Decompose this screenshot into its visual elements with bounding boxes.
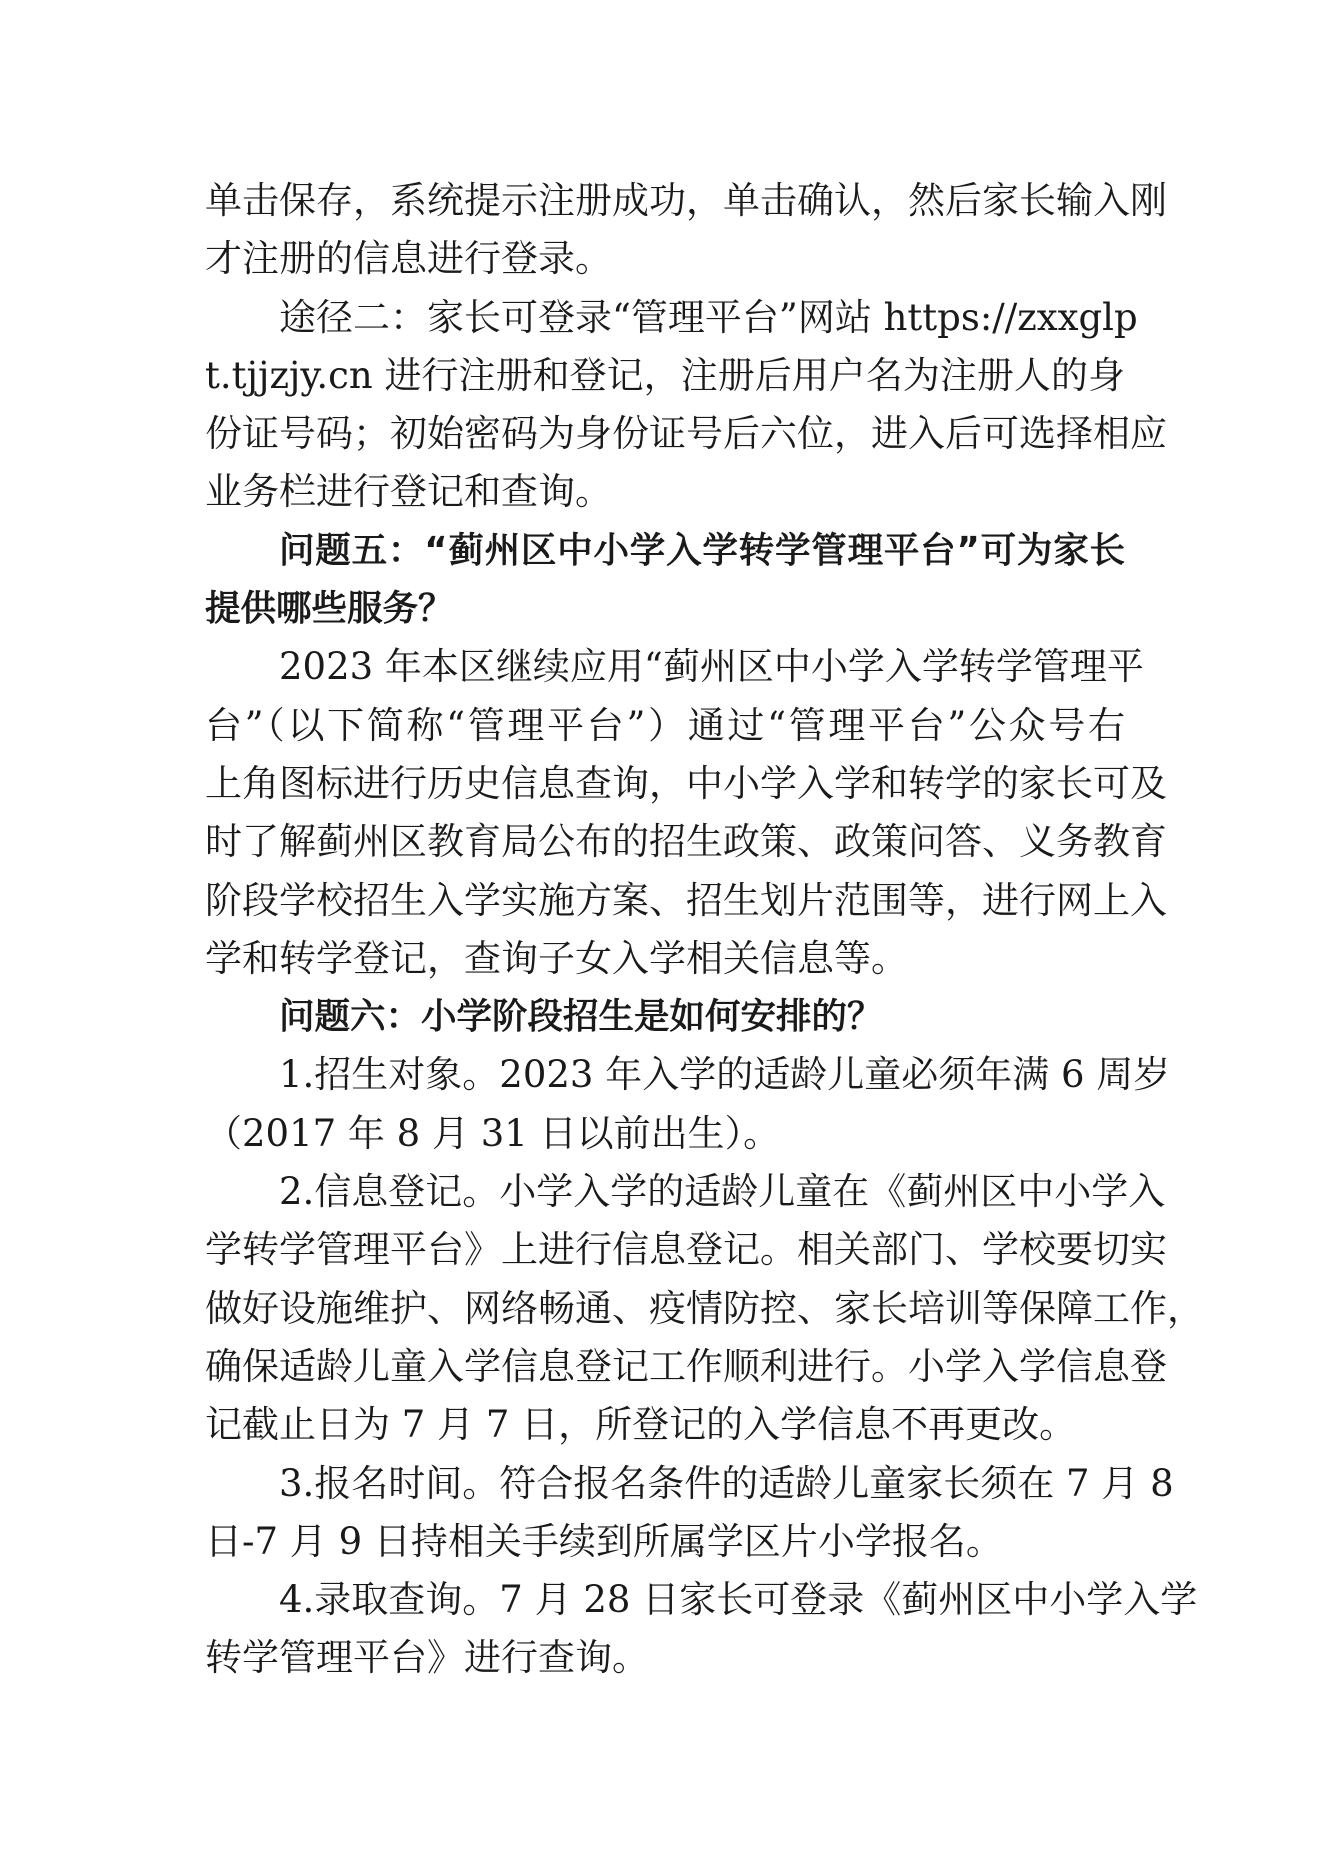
- paragraph-enrollment-target: [205, 1046, 1171, 1163]
- heading-line: 提供哪些服务？: [205, 588, 454, 630]
- text-line: 1.招生对象。2023 年入学的适龄儿童必须年满 6 周岁: [279, 1053, 1171, 1097]
- text-line: 学转学管理平台》上进行信息登记。相关部门、学校要切实: [205, 1228, 1167, 1272]
- text-line: 4.录取查询。7 月 28 日家长可登录《蓟州区中小学入学: [279, 1578, 1198, 1622]
- text-line: 业务栏进行登记和查询。: [205, 470, 612, 514]
- text-line: 上角图标进行历史信息查询，中小学入学和转学的家长可及: [205, 761, 1167, 805]
- text-line: 确保适龄儿童入学信息登记工作顺利进行。小学入学信息登: [205, 1344, 1167, 1388]
- text-line: 做好设施维护、网络畅通、疫情防控、家长培训等保障工作，: [205, 1286, 1204, 1330]
- text-line: 份证号码；初始密码为身份证号后六位，进入后可选择相应: [205, 412, 1167, 456]
- heading-question-five: [205, 522, 1125, 639]
- paragraph-registration-continued: [205, 172, 1167, 289]
- text-line: 日-7 月 9 日持相关手续到所属学区片小学报名。: [205, 1519, 1003, 1563]
- text-line: 单击保存，系统提示注册成功，单击确认，然后家长输入刚: [205, 179, 1167, 222]
- text-line: 转学管理平台》进行查询。: [205, 1636, 649, 1680]
- paragraph-route-two: [205, 289, 1167, 522]
- heading-line: 问题五：“蓟州区中小学入学转学管理平台”可为家长: [279, 529, 1125, 571]
- paragraph-registration-time: [205, 1455, 1174, 1572]
- text-line: 途径二：家长可登录“管理平台”网站 https://zxxglp: [279, 295, 1138, 339]
- text-line: t.tjjzjy.cn 进行注册和登记，注册后用户名为注册人的身: [205, 353, 1125, 397]
- text-line: 学和转学登记，查询子女入学相关信息等。: [205, 936, 908, 980]
- text-line: 2023 年本区继续应用“蓟州区中小学入学转学管理平: [279, 645, 1144, 689]
- heading-line: 问题六：小学阶段招生是如何安排的？: [279, 996, 883, 1038]
- text-line: 才注册的信息进行登录。: [205, 237, 612, 281]
- text-line: 2.信息登记。小学入学的适龄儿童在《蓟州区中小学入: [279, 1170, 1166, 1214]
- heading-question-six: [205, 988, 1125, 1046]
- text-line: 阶段学校招生入学实施方案、招生划片范围等，进行网上入: [205, 878, 1167, 922]
- document-page: [205, 172, 1204, 1688]
- paragraph-admission-query: [205, 1571, 1198, 1688]
- text-line: （2017 年 8 月 31 日以前出生）。: [205, 1111, 781, 1155]
- text-line: 台”（以下简称“管理平台”）通过“管理平台”公众号右: [205, 703, 1125, 747]
- paragraph-platform-services: [205, 638, 1167, 988]
- text-line: 时了解蓟州区教育局公布的招生政策、政策问答、义务教育: [205, 820, 1167, 864]
- text-line: 3.报名时间。符合报名条件的适龄儿童家长须在 7 月 8: [279, 1461, 1174, 1505]
- text-line: 记截止日为 7 月 7 日，所登记的入学信息不再更改。: [205, 1403, 1077, 1447]
- paragraph-information-registration: [205, 1163, 1204, 1454]
